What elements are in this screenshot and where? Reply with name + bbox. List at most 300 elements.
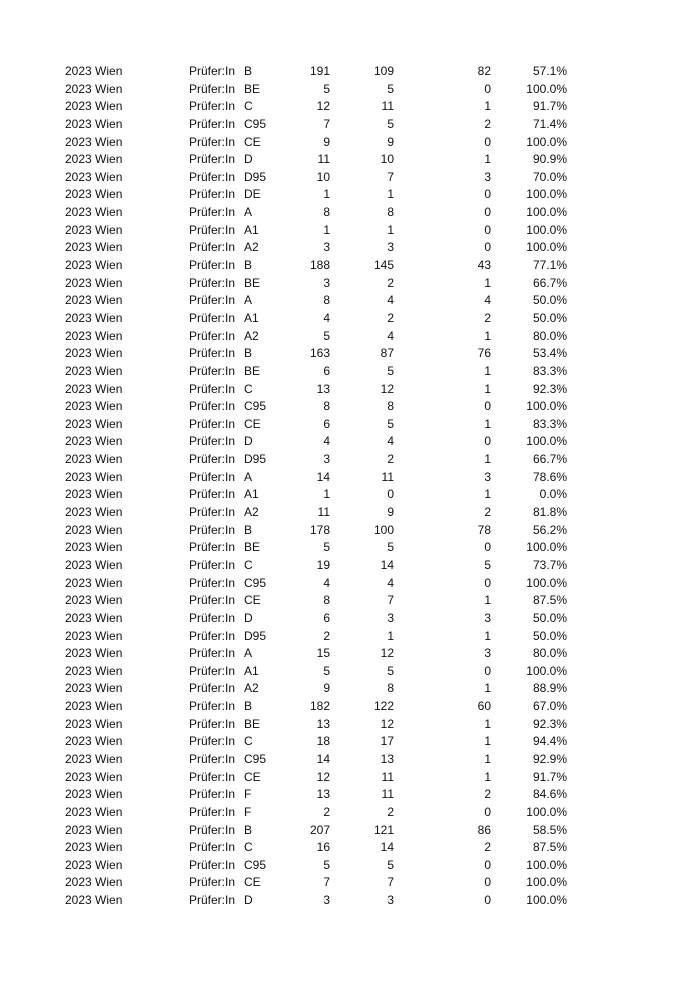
pass-rate-cell: 73.7%	[532, 557, 567, 572]
year-city-cell: 2023 Wien	[65, 469, 123, 484]
pass-rate-cell: 71.4%	[532, 116, 567, 131]
license-class-cell: C	[244, 557, 253, 572]
passed-count-cell: 121	[373, 822, 394, 837]
failed-count-cell: 1	[484, 152, 491, 167]
table-row	[0, 381, 700, 399]
license-class-cell: DE	[244, 187, 261, 202]
passed-count-cell: 14	[380, 840, 394, 855]
year-city-cell: 2023 Wien	[65, 64, 123, 78]
pass-rate-cell: 91.7%	[532, 99, 567, 114]
table-row	[0, 874, 700, 892]
total-count-cell: 3	[323, 275, 330, 290]
total-count-cell: 4	[323, 310, 330, 325]
failed-count-cell: 0	[484, 222, 491, 237]
failed-count-cell: 1	[484, 751, 491, 766]
year-city-cell: 2023 Wien	[65, 416, 123, 431]
license-class-cell: C95	[244, 575, 267, 590]
pass-rate-cell: 100.0%	[526, 893, 567, 908]
examiner-cell: Prüfer:In	[189, 310, 236, 325]
license-class-cell: A	[244, 205, 253, 220]
pass-rate-cell: 100.0%	[526, 205, 567, 220]
examiner-cell: Prüfer:In	[189, 469, 236, 484]
table-row	[0, 63, 700, 81]
license-class-cell: D95	[244, 628, 267, 643]
passed-count-cell: 8	[387, 399, 394, 414]
pass-rate-cell: 56.2%	[532, 522, 567, 537]
examiner-cell: Prüfer:In	[189, 205, 236, 220]
passed-count-cell: 5	[387, 540, 394, 555]
license-class-cell: A1	[244, 310, 259, 325]
pass-rate-cell: 100.0%	[526, 240, 567, 255]
total-count-cell: 14	[316, 751, 330, 766]
examiner-cell: Prüfer:In	[189, 610, 236, 625]
year-city-cell: 2023 Wien	[65, 258, 123, 273]
failed-count-cell: 1	[484, 681, 491, 696]
table-row	[0, 610, 700, 628]
license-class-cell: D95	[244, 169, 267, 184]
pass-rate-cell: 100.0%	[526, 399, 567, 414]
examiner-cell: Prüfer:In	[189, 522, 236, 537]
table-row	[0, 751, 700, 769]
license-class-cell: B	[244, 822, 253, 837]
examiner-cell: Prüfer:In	[189, 134, 236, 149]
license-class-cell: B	[244, 522, 253, 537]
pass-rate-cell: 80.0%	[532, 646, 567, 661]
license-class-cell: C	[244, 99, 253, 114]
examiner-cell: Prüfer:In	[189, 187, 236, 202]
total-count-cell: 5	[323, 540, 330, 555]
year-city-cell: 2023 Wien	[65, 152, 123, 167]
examiner-cell: Prüfer:In	[189, 328, 236, 343]
pass-rate-cell: 84.6%	[532, 787, 567, 802]
examiner-cell: Prüfer:In	[189, 787, 236, 802]
year-city-cell: 2023 Wien	[65, 240, 123, 255]
pass-rate-cell: 100.0%	[526, 434, 567, 449]
license-class-cell: BE	[244, 540, 261, 555]
passed-count-cell: 1	[387, 187, 394, 202]
table-row	[0, 504, 700, 522]
total-count-cell: 2	[323, 628, 330, 643]
failed-count-cell: 0	[484, 893, 491, 908]
passed-count-cell: 12	[380, 381, 394, 396]
pass-rate-cell: 100.0%	[526, 134, 567, 149]
pass-rate-cell: 81.8%	[532, 505, 567, 520]
license-class-cell: C95	[244, 399, 267, 414]
total-count-cell: 11	[317, 505, 330, 520]
year-city-cell: 2023 Wien	[65, 505, 123, 520]
year-city-cell: 2023 Wien	[65, 857, 123, 872]
table-row	[0, 204, 700, 222]
license-class-cell: A2	[244, 681, 259, 696]
failed-count-cell: 1	[484, 769, 491, 784]
pass-rate-cell: 50.0%	[532, 628, 567, 643]
examiner-cell: Prüfer:In	[189, 804, 236, 819]
failed-count-cell: 1	[484, 734, 491, 749]
year-city-cell: 2023 Wien	[65, 99, 123, 114]
year-city-cell: 2023 Wien	[65, 434, 123, 449]
license-class-cell: A1	[244, 487, 259, 502]
year-city-cell: 2023 Wien	[65, 646, 123, 661]
year-city-cell: 2023 Wien	[65, 751, 123, 766]
examiner-cell: Prüfer:In	[189, 822, 236, 837]
total-count-cell: 188	[309, 258, 330, 273]
table-row	[0, 169, 700, 187]
table-row	[0, 857, 700, 875]
total-count-cell: 2	[323, 804, 330, 819]
year-city-cell: 2023 Wien	[65, 381, 123, 396]
license-class-cell: A	[244, 646, 253, 661]
examiner-cell: Prüfer:In	[189, 363, 236, 378]
failed-count-cell: 1	[484, 487, 491, 502]
failed-count-cell: 4	[484, 293, 491, 308]
examiner-cell: Prüfer:In	[189, 346, 236, 361]
license-class-cell: C	[244, 381, 253, 396]
examiner-cell: Prüfer:In	[189, 152, 236, 167]
total-count-cell: 13	[316, 787, 330, 802]
total-count-cell: 5	[323, 857, 330, 872]
year-city-cell: 2023 Wien	[65, 222, 123, 237]
passed-count-cell: 145	[373, 258, 394, 273]
year-city-cell: 2023 Wien	[65, 734, 123, 749]
table-row	[0, 769, 700, 787]
pass-rate-cell: 92.9%	[532, 751, 567, 766]
total-count-cell: 163	[309, 346, 330, 361]
examiner-cell: Prüfer:In	[189, 381, 236, 396]
table-row	[0, 698, 700, 716]
failed-count-cell: 1	[484, 381, 491, 396]
passed-count-cell: 11	[381, 99, 394, 114]
failed-count-cell: 3	[484, 169, 491, 184]
pass-rate-cell: 83.3%	[532, 363, 567, 378]
pass-rate-cell: 90.9%	[532, 152, 567, 167]
table-row	[0, 222, 700, 240]
failed-count-cell: 1	[484, 99, 491, 114]
failed-count-cell: 1	[484, 593, 491, 608]
table-row	[0, 134, 700, 152]
table-row	[0, 557, 700, 575]
pass-rate-cell: 92.3%	[532, 381, 567, 396]
total-count-cell: 8	[323, 293, 330, 308]
table-row	[0, 116, 700, 134]
examiner-cell: Prüfer:In	[189, 893, 236, 908]
failed-count-cell: 1	[484, 416, 491, 431]
failed-count-cell: 2	[484, 787, 491, 802]
license-class-cell: BE	[244, 81, 261, 96]
license-class-cell: C	[244, 840, 253, 855]
pass-rate-cell: 100.0%	[526, 575, 567, 590]
passed-count-cell: 11	[381, 469, 394, 484]
examiner-cell: Prüfer:In	[189, 169, 236, 184]
passed-count-cell: 5	[387, 116, 394, 131]
license-class-cell: D95	[244, 452, 267, 467]
total-count-cell: 12	[316, 99, 330, 114]
year-city-cell: 2023 Wien	[65, 769, 123, 784]
failed-count-cell: 0	[484, 240, 491, 255]
passed-count-cell: 11	[381, 787, 394, 802]
passed-count-cell: 87	[380, 346, 394, 361]
total-count-cell: 10	[316, 169, 330, 184]
examiner-cell: Prüfer:In	[189, 116, 236, 131]
examiner-cell: Prüfer:In	[189, 222, 236, 237]
failed-count-cell: 0	[484, 134, 491, 149]
table-row	[0, 539, 700, 557]
license-class-cell: BE	[244, 363, 261, 378]
year-city-cell: 2023 Wien	[65, 663, 123, 678]
total-count-cell: 6	[323, 363, 330, 378]
failed-count-cell: 0	[484, 857, 491, 872]
pass-rate-cell: 50.0%	[532, 610, 567, 625]
total-count-cell: 7	[323, 116, 330, 131]
license-class-cell: CE	[244, 134, 261, 149]
year-city-cell: 2023 Wien	[65, 310, 123, 325]
examiner-cell: Prüfer:In	[189, 81, 236, 96]
passed-count-cell: 5	[387, 857, 394, 872]
total-count-cell: 5	[323, 81, 330, 96]
license-class-cell: A2	[244, 328, 259, 343]
table-row	[0, 328, 700, 346]
failed-count-cell: 3	[484, 469, 491, 484]
year-city-cell: 2023 Wien	[65, 116, 123, 131]
passed-count-cell: 109	[373, 64, 394, 78]
license-class-cell: A1	[244, 663, 259, 678]
table-row	[0, 433, 700, 451]
license-class-cell: A	[244, 293, 253, 308]
total-count-cell: 4	[323, 434, 330, 449]
passed-count-cell: 9	[387, 134, 394, 149]
failed-count-cell: 2	[484, 116, 491, 131]
examiner-cell: Prüfer:In	[189, 681, 236, 696]
table-row	[0, 310, 700, 328]
license-class-cell: A2	[244, 505, 259, 520]
table-row	[0, 733, 700, 751]
license-class-cell: D	[244, 610, 253, 625]
pass-rate-cell: 83.3%	[532, 416, 567, 431]
table-row	[0, 804, 700, 822]
table-row	[0, 292, 700, 310]
pass-rate-cell: 100.0%	[526, 857, 567, 872]
failed-count-cell: 0	[484, 187, 491, 202]
passed-count-cell: 4	[387, 575, 394, 590]
table-row	[0, 363, 700, 381]
pass-rate-cell: 100.0%	[526, 663, 567, 678]
total-count-cell: 191	[309, 64, 330, 78]
license-class-cell: D	[244, 893, 253, 908]
total-count-cell: 9	[323, 134, 330, 149]
table-row	[0, 239, 700, 257]
total-count-cell: 3	[323, 893, 330, 908]
table-row	[0, 628, 700, 646]
year-city-cell: 2023 Wien	[65, 787, 123, 802]
passed-count-cell: 13	[380, 751, 394, 766]
table-row	[0, 81, 700, 99]
table-row	[0, 345, 700, 363]
year-city-cell: 2023 Wien	[65, 275, 123, 290]
total-count-cell: 178	[309, 522, 330, 537]
license-class-cell: BE	[244, 716, 261, 731]
license-class-cell: A1	[244, 222, 259, 237]
total-count-cell: 11	[317, 152, 330, 167]
data-table	[0, 63, 700, 910]
passed-count-cell: 5	[387, 416, 394, 431]
passed-count-cell: 3	[387, 610, 394, 625]
pass-rate-cell: 66.7%	[532, 275, 567, 290]
failed-count-cell: 60	[477, 699, 491, 714]
license-class-cell: A2	[244, 240, 259, 255]
examiner-cell: Prüfer:In	[189, 416, 236, 431]
failed-count-cell: 0	[484, 205, 491, 220]
license-class-cell: CE	[244, 593, 261, 608]
total-count-cell: 9	[323, 681, 330, 696]
pass-rate-cell: 100.0%	[526, 81, 567, 96]
table-row	[0, 186, 700, 204]
year-city-cell: 2023 Wien	[65, 822, 123, 837]
examiner-cell: Prüfer:In	[189, 434, 236, 449]
failed-count-cell: 1	[484, 275, 491, 290]
passed-count-cell: 8	[387, 205, 394, 220]
table-row	[0, 575, 700, 593]
pass-rate-cell: 100.0%	[526, 187, 567, 202]
pass-rate-cell: 78.6%	[532, 469, 567, 484]
pass-rate-cell: 100.0%	[526, 540, 567, 555]
examiner-cell: Prüfer:In	[189, 646, 236, 661]
passed-count-cell: 5	[387, 81, 394, 96]
year-city-cell: 2023 Wien	[65, 134, 123, 149]
failed-count-cell: 82	[477, 64, 491, 78]
license-class-cell: A	[244, 469, 253, 484]
license-class-cell: B	[244, 64, 253, 78]
passed-count-cell: 7	[387, 875, 394, 890]
total-count-cell: 8	[323, 205, 330, 220]
passed-count-cell: 11	[381, 769, 394, 784]
examiner-cell: Prüfer:In	[189, 505, 236, 520]
passed-count-cell: 4	[387, 293, 394, 308]
pass-rate-cell: 94.4%	[532, 734, 567, 749]
examiner-cell: Prüfer:In	[189, 64, 236, 78]
license-class-cell: F	[244, 804, 252, 819]
failed-count-cell: 0	[484, 540, 491, 555]
year-city-cell: 2023 Wien	[65, 169, 123, 184]
passed-count-cell: 4	[387, 328, 394, 343]
passed-count-cell: 7	[387, 169, 394, 184]
total-count-cell: 5	[323, 328, 330, 343]
year-city-cell: 2023 Wien	[65, 187, 123, 202]
year-city-cell: 2023 Wien	[65, 487, 123, 502]
table-row	[0, 786, 700, 804]
table-row	[0, 680, 700, 698]
failed-count-cell: 1	[484, 628, 491, 643]
table-row	[0, 257, 700, 275]
failed-count-cell: 0	[484, 434, 491, 449]
failed-count-cell: 1	[484, 363, 491, 378]
passed-count-cell: 12	[380, 646, 394, 661]
year-city-cell: 2023 Wien	[65, 293, 123, 308]
passed-count-cell: 17	[380, 734, 394, 749]
examiner-cell: Prüfer:In	[189, 857, 236, 872]
pass-rate-cell: 100.0%	[526, 875, 567, 890]
total-count-cell: 182	[309, 699, 330, 714]
table-row	[0, 469, 700, 487]
pass-rate-cell: 67.0%	[532, 699, 567, 714]
failed-count-cell: 78	[477, 522, 491, 537]
failed-count-cell: 2	[484, 505, 491, 520]
examiner-cell: Prüfer:In	[189, 699, 236, 714]
failed-count-cell: 3	[484, 646, 491, 661]
examiner-cell: Prüfer:In	[189, 399, 236, 414]
table-row	[0, 645, 700, 663]
year-city-cell: 2023 Wien	[65, 699, 123, 714]
examiner-cell: Prüfer:In	[189, 275, 236, 290]
pass-rate-cell: 53.4%	[532, 346, 567, 361]
pass-rate-cell: 57.1%	[532, 64, 567, 78]
passed-count-cell: 2	[387, 452, 394, 467]
total-count-cell: 18	[316, 734, 330, 749]
total-count-cell: 6	[323, 416, 330, 431]
year-city-cell: 2023 Wien	[65, 893, 123, 908]
total-count-cell: 1	[323, 187, 330, 202]
examiner-cell: Prüfer:In	[189, 258, 236, 273]
passed-count-cell: 8	[387, 681, 394, 696]
passed-count-cell: 1	[387, 628, 394, 643]
total-count-cell: 7	[323, 875, 330, 890]
table-row	[0, 486, 700, 504]
failed-count-cell: 1	[484, 328, 491, 343]
pass-rate-cell: 50.0%	[532, 310, 567, 325]
failed-count-cell: 2	[484, 840, 491, 855]
failed-count-cell: 5	[484, 557, 491, 572]
failed-count-cell: 2	[484, 310, 491, 325]
total-count-cell: 8	[323, 593, 330, 608]
failed-count-cell: 86	[477, 822, 491, 837]
table-row	[0, 398, 700, 416]
passed-count-cell: 10	[380, 152, 394, 167]
total-count-cell: 16	[316, 840, 330, 855]
passed-count-cell: 0	[387, 487, 394, 502]
table-row	[0, 592, 700, 610]
failed-count-cell: 43	[477, 258, 491, 273]
total-count-cell: 1	[323, 487, 330, 502]
license-class-cell: B	[244, 258, 253, 273]
year-city-cell: 2023 Wien	[65, 81, 123, 96]
table-row	[0, 822, 700, 840]
year-city-cell: 2023 Wien	[65, 610, 123, 625]
pass-rate-cell: 66.7%	[532, 452, 567, 467]
examiner-cell: Prüfer:In	[189, 875, 236, 890]
year-city-cell: 2023 Wien	[65, 875, 123, 890]
table-row	[0, 839, 700, 857]
examiner-cell: Prüfer:In	[189, 628, 236, 643]
failed-count-cell: 1	[484, 452, 491, 467]
examiner-cell: Prüfer:In	[189, 487, 236, 502]
year-city-cell: 2023 Wien	[65, 205, 123, 220]
examiner-cell: Prüfer:In	[189, 593, 236, 608]
failed-count-cell: 0	[484, 804, 491, 819]
table-row	[0, 716, 700, 734]
failed-count-cell: 3	[484, 610, 491, 625]
passed-count-cell: 2	[387, 804, 394, 819]
pass-rate-cell: 70.0%	[532, 169, 567, 184]
examiner-cell: Prüfer:In	[189, 452, 236, 467]
license-class-cell: C95	[244, 751, 267, 766]
passed-count-cell: 5	[387, 363, 394, 378]
license-class-cell: D	[244, 434, 253, 449]
license-class-cell: D	[244, 152, 253, 167]
failed-count-cell: 0	[484, 663, 491, 678]
passed-count-cell: 7	[387, 593, 394, 608]
passed-count-cell: 122	[373, 699, 394, 714]
passed-count-cell: 100	[373, 522, 394, 537]
total-count-cell: 4	[323, 575, 330, 590]
examiner-cell: Prüfer:In	[189, 716, 236, 731]
